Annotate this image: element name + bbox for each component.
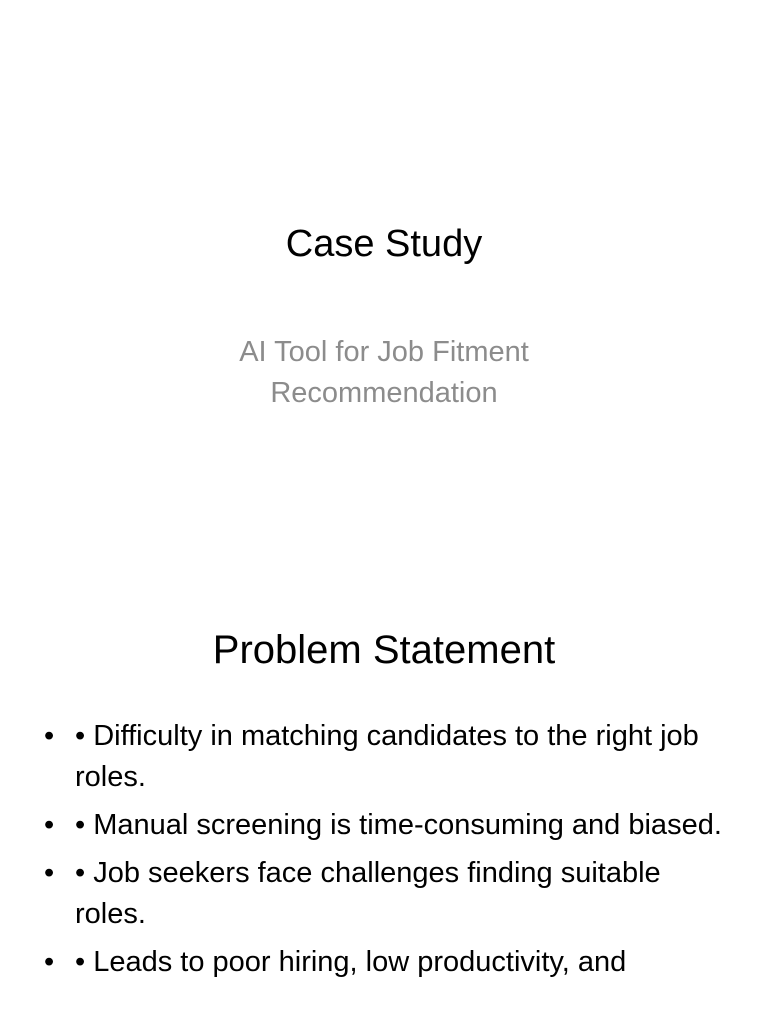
problem-bullet-list [0,716,768,990]
slide-subtitle: AI Tool for Job Fitment Recommendation [239,336,529,409]
bullet-text: • Leads to poor hiring, low productivity, and [75,946,627,978]
bullet-text: • Manual screening is time-consuming and biased. [75,809,722,841]
slide-title-heading: Case Study [285,223,483,265]
bullet-item [0,805,768,846]
bullet-text: • Job seekers face challenges finding suitable roles. [75,857,661,930]
bullet-marker: • [44,946,55,978]
bullet-marker: • [44,720,55,752]
slide-problem-statement [0,576,768,1024]
bullet-item [0,942,768,983]
problem-statement-heading: Problem Statement [212,628,556,672]
bullet-text: • Difficulty in matching candidates to the right job roles. [75,720,699,793]
bullet-marker: • [44,857,55,889]
bullet-item [0,716,768,798]
bullet-item [0,853,768,935]
bullet-marker: • [44,809,55,841]
